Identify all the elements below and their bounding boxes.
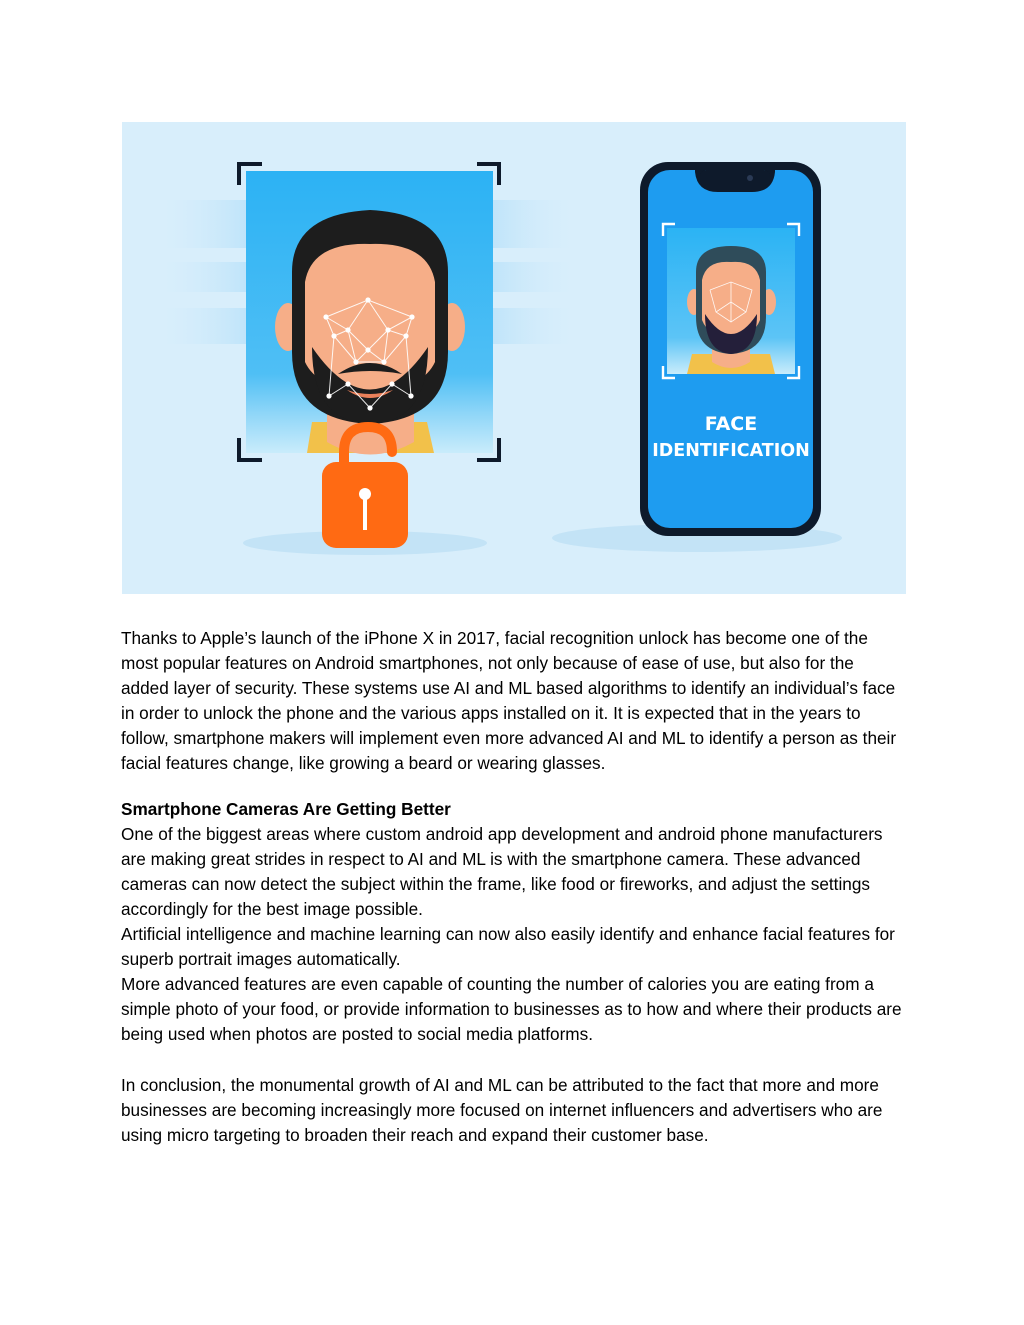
face-identification-illustration (122, 122, 906, 594)
advanced-features-paragraph: More advanced features are even capable of counting the number of calories you are eating from a simple photo of your food, or provide information to businesses as to how and where their products are being used when photos are posted to social media platforms. (121, 974, 902, 1045)
illustration-svg (122, 122, 906, 594)
conclusion-paragraph: In conclusion, the monumental growth of AI and ML can be attributed to the fact that more and more businesses are becoming increasingly more focused on internet influencers and advertisers who are using micro targeting to broaden their reach and expand their customer base. (121, 1074, 883, 1145)
section-heading: Smartphone Cameras Are Getting Better (121, 798, 451, 819)
intro-paragraph: Thanks to Apple’s launch of the iPhone X in 2017, facial recognition unlock has become one of the most popular features on Android smartphones, not only because of ease of use, but also for the added layer of security. These systems use AI and ML based algorithms to identify an individual’s face in order to unlock the phone and the various apps installed on it. It is expected that in the years to follow, smartphone makers will implement even more advanced AI and ML to identify a person as their facial features change, like growing a beard or wearing glasses. (121, 628, 897, 774)
ai-ml-paragraph: Artificial intelligence and machine learning can now also easily identify and enhance facial features for superb portrait images automatically. (121, 924, 895, 970)
smartphone (640, 162, 821, 536)
face-caption-line1: FACE (704, 413, 758, 435)
phone-face (687, 246, 776, 374)
face-caption-line2: IDENTIFICATION (652, 441, 810, 461)
article-body (121, 626, 906, 1148)
cameras-paragraph: One of the biggest areas where custom android app development and android phone manufacturers are making great strides in respect to AI and ML is with the smartphone camera. These advanced cameras can now detect the subject within the frame, like food or fireworks, and adjust the settings accordingly for the best image possible. (121, 823, 883, 919)
